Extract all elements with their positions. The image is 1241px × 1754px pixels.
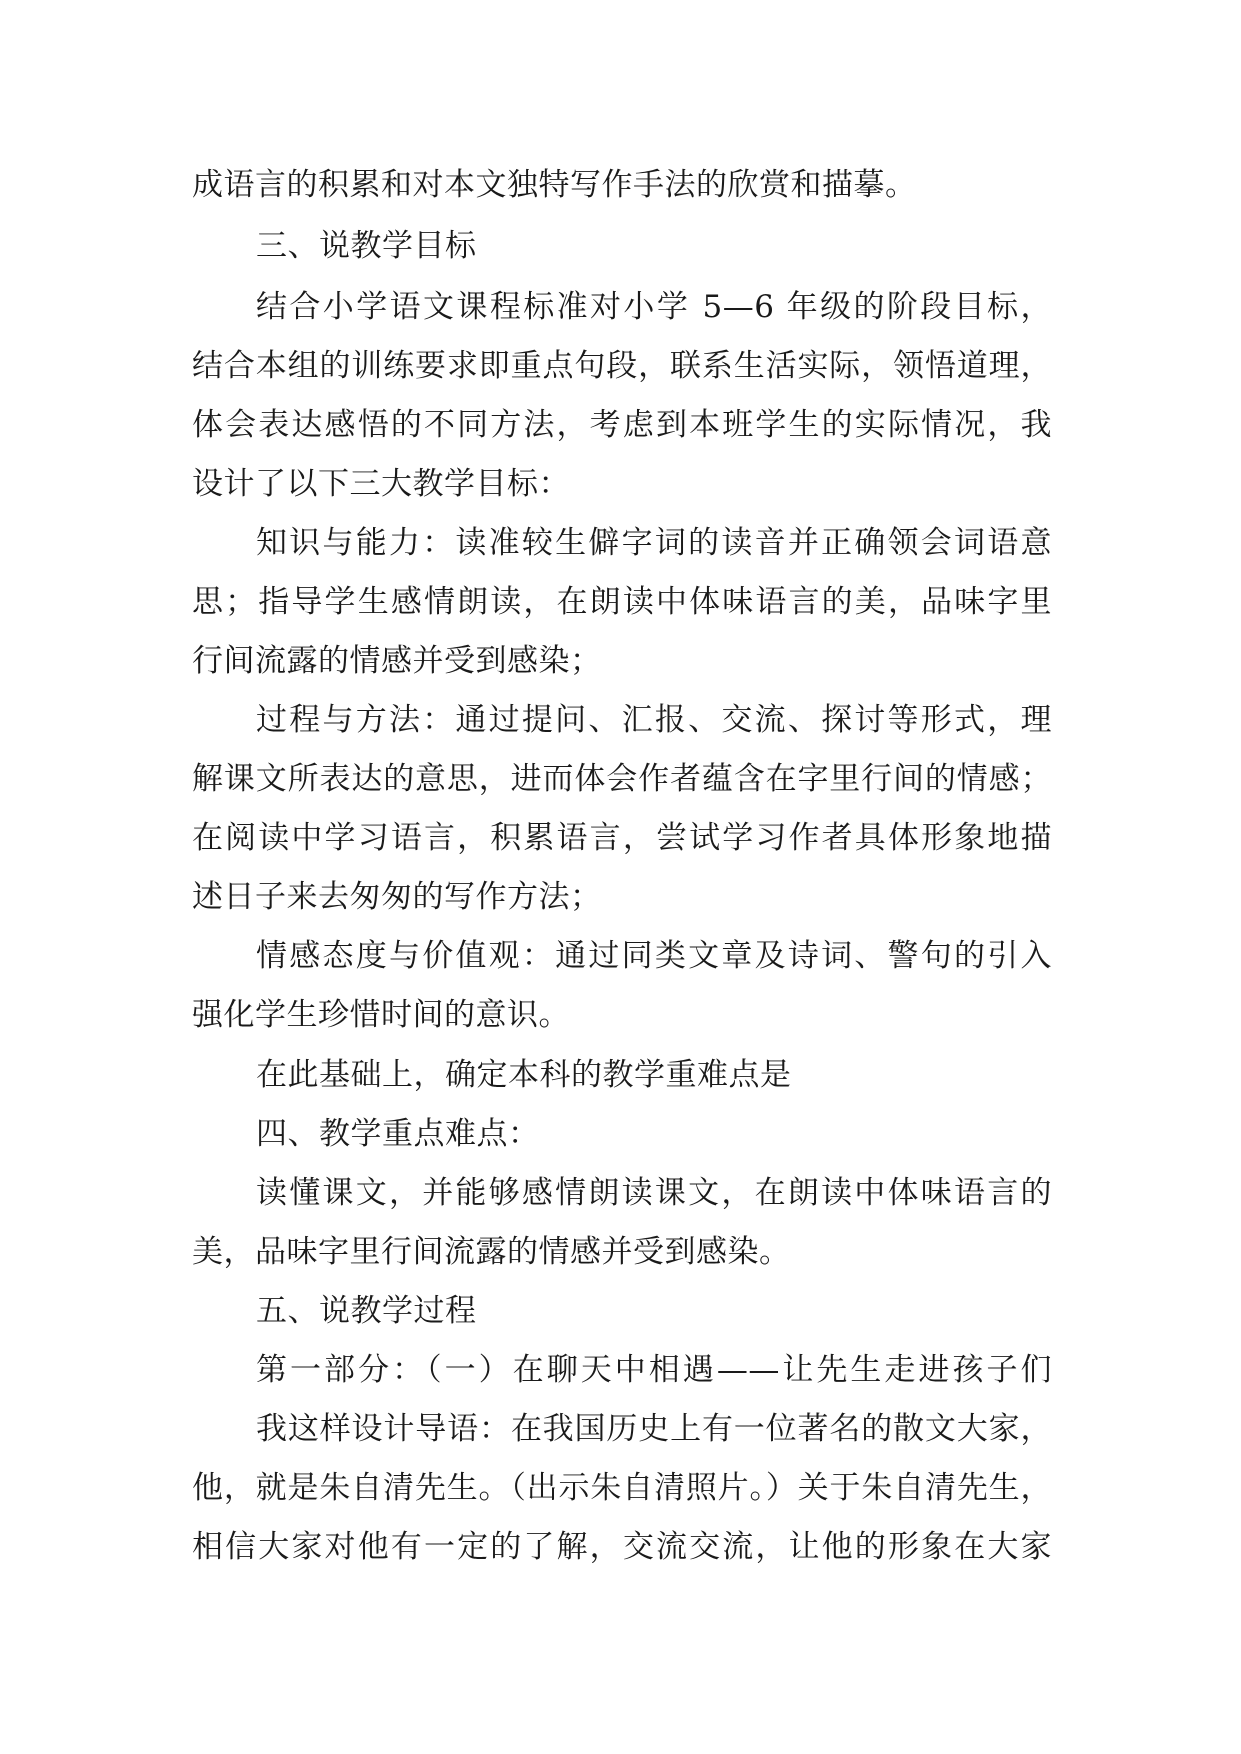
text-line: 读懂课文，并能够感情朗读课文，在朗读中体味语言的 — [256, 1175, 1052, 1211]
text-line: 行间流露的情感并受到感染； — [192, 643, 602, 679]
text-line: 情感态度与价值观：通过同类文章及诗词、警句的引入 — [256, 938, 1052, 974]
text-line: 述日子来去匆匆的写作方法； — [192, 879, 602, 915]
text-line: 解课文所表达的意思，进而体会作者蕴含在字里行间的情感； — [192, 761, 1052, 797]
text-line: 我这样设计导语：在我国历史上有一位著名的散文大家， — [256, 1411, 1052, 1447]
text-line: 强化学生珍惜时间的意识。 — [192, 997, 570, 1033]
text-line: 成语言的积累和对本文独特写作手法的欣赏和描摹。 — [192, 167, 917, 203]
text-line: 第一部分：（一）在聊天中相遇——让先生走进孩子们 — [256, 1352, 1052, 1388]
text-line: 他，就是朱自清先生。（出示朱自清照片。）关于朱自清先生， — [192, 1470, 1052, 1506]
section-heading: 四、教学重点难点： — [256, 1116, 540, 1152]
text-line: 过程与方法：通过提问、汇报、交流、探讨等形式，理 — [256, 702, 1052, 738]
text-line: 相信大家对他有一定的了解，交流交流，让他的形象在大家 — [192, 1529, 1052, 1565]
text-line: 在阅读中学习语言，积累语言，尝试学习作者具体形象地描 — [192, 820, 1052, 856]
text-line: 设计了以下三大教学目标： — [192, 466, 570, 502]
text-line: 在此基础上，确定本科的教学重难点是 — [256, 1057, 792, 1093]
text-line: 结合小学语文课程标准对小学 5—6 年级的阶段目标， — [256, 289, 1052, 325]
text-line: 美，品味字里行间流露的情感并受到感染。 — [192, 1234, 791, 1270]
text-line: 结合本组的训练要求即重点句段，联系生活实际，领悟道理， — [192, 348, 1052, 384]
section-heading: 五、说教学过程 — [256, 1293, 477, 1329]
text-line: 体会表达感悟的不同方法，考虑到本班学生的实际情况，我 — [192, 407, 1052, 443]
text-line: 思；指导学生感情朗读，在朗读中体味语言的美，品味字里 — [192, 584, 1052, 620]
text-line: 知识与能力：读准较生僻字词的读音并正确领会词语意 — [256, 525, 1052, 561]
section-heading: 三、说教学目标 — [256, 228, 477, 264]
